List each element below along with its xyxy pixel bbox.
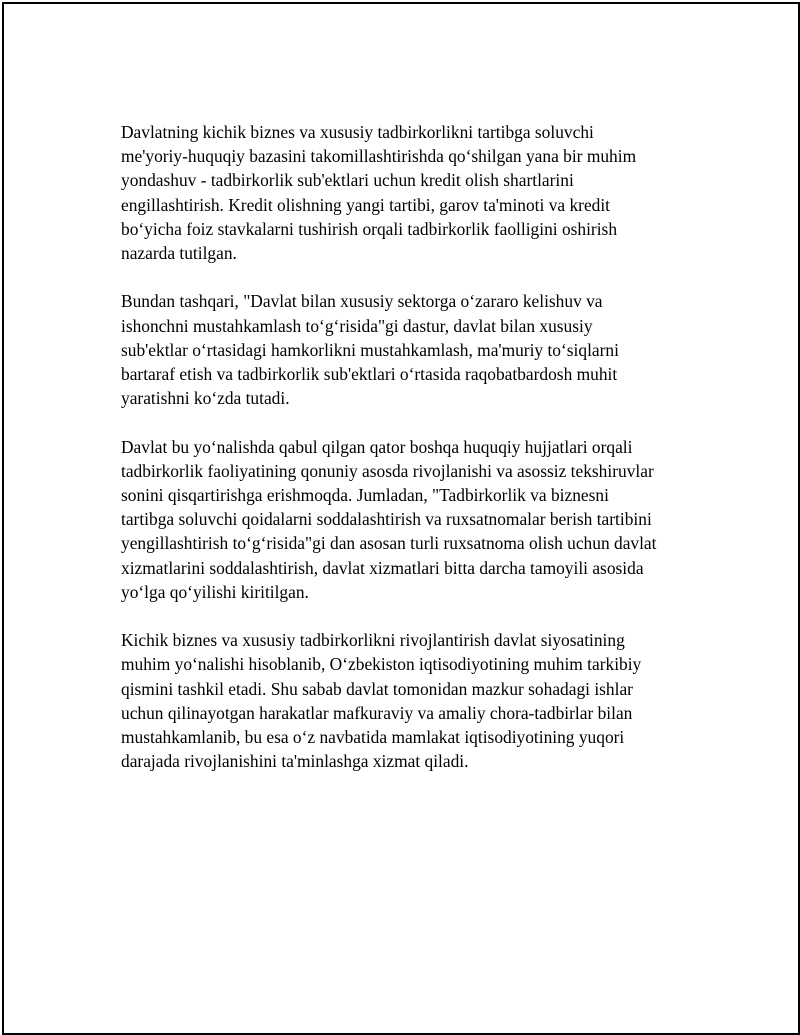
paragraph-credit-conditions: Davlatning kichik biznes va xususiy tadbirkorlikni tartibga soluvchi me'yoriy-huquqiy bazasini takomillashtirishda qo‘shilgan yana bir muhim yondashuv - tadbirkorlik sub'ektlari uchun kredit olish shartlarini engillashtirish. Kredit olishning yangi tartibi, garov ta'minoti va kredit bo‘yicha foiz stavkalarni tushirish orqali tadbirkorlik faolligini oshirish nazarda tutilgan. (121, 122, 637, 264)
paragraph-public-private-program: Bundan tashqari, "Davlat bilan xususiy sektorga o‘zararo kelishuv va ishonchni mustahkamlash to‘g‘risida"gi dastur, davlat bilan xususiy sub'ektlar o‘rtasidagi hamkorlikni mustahkamlash, ma'muriy to‘siqlarni bartaraf etish va tadbirkorlik sub'ektlari o‘rtasida raqobatbardosh muhit yaratishni ko‘zda tutadi. (121, 291, 619, 409)
document-body (121, 120, 681, 798)
paragraph-small-business-policy: Kichik biznes va xususiy tadbirkorlikni rivojlantirish davlat siyosatining muhim yo‘nalishi hisoblanib, O‘zbekiston iqtisodiyotining muhim tarkibiy qismini tashkil etadi. Shu sabab davlat tomonidan mazkur sohadagi ishlar uchun qilinayotgan harakatlar mafkuraviy va amaliy chora-tadbirlar bilan mustahkamlanib, bu esa o‘z navbatida mamlakat iqtisodiyotining yuqori darajada rivojlanishini ta'minlashga xizmat qiladi. (121, 630, 642, 772)
document-page (2, 2, 800, 1035)
paragraph-legal-documents: Davlat bu yo‘nalishda qabul qilgan qator boshqa huquqiy hujjatlari orqali tadbirkorlik faoliyatining qonuniy asosda rivojlanishi va asossiz tekshiruvlar sonini qisqartirishga erishmoqda. Jumladan, "Tadbirkorlik va biznesni tartibga soluvchi qoidalarni soddalashtirish va ruxsatnomalar berish tartibini yengillashtirish to‘g‘risida"gi dan asosan turli ruxsatnoma olish uchun davlat xizmatlarini soddalashtirish, davlat xizmatlari bitta darcha tamoyili asosida yo‘lga qo‘yilishi kiritilgan. (121, 436, 657, 602)
